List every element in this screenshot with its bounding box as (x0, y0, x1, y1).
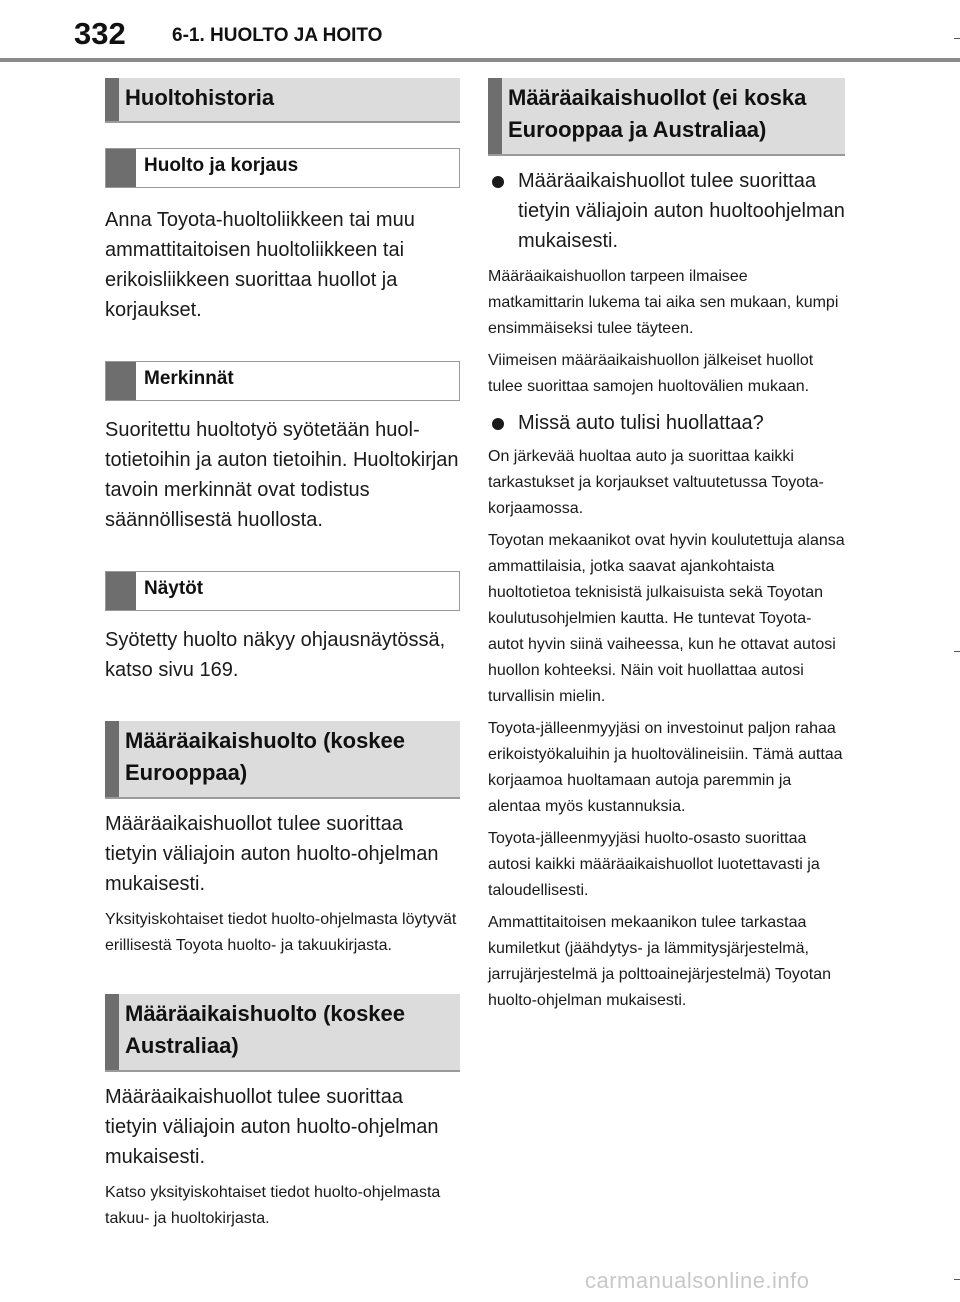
bullet-maaraaikaishuollot: Määräaikaishuollot tulee suorittaa tietyin väliajoin auton huoltoohjelman mukaisesti. (488, 166, 845, 256)
paragraph-eurooppa: Määräaikaishuollot tulee suorittaa tietyin väliajoin auton huolto-ohjelman mukaisesti. (105, 813, 439, 895)
paragraph-kumiletkut: Ammattitaitoisen mekaanikon tulee tarkastaa kumiletkut (jäähdytys- ja lämmitysjärjestelmä, jarrujärjestelmä ja polttoainejärjestelmä) Toyotan huolto-ohjelman mukaisesti. (488, 914, 831, 1009)
section-heading-eurooppa: Määräaikaishuolto (koskee Eurooppaa) (105, 721, 460, 799)
page-number: 332 (74, 16, 126, 51)
subheading-merkinnat: Merkinnät (105, 361, 460, 401)
paragraph-huolto-ja-korjaus: Anna Toyota-huoltoliikkeen tai muu ammattitaitoisen huoltoliikkeen tai erikoisliikkeen suorittaa huollot ja korjaukset. (105, 209, 415, 321)
trim-mark (954, 1279, 960, 1280)
left-column (105, 78, 460, 1232)
note-australia: Katso yksityiskohtaiset tiedot huolto-ohjelmasta takuu- ja huoltokirjasta. (105, 1184, 441, 1227)
subheading-naytot: Näytöt (105, 571, 460, 611)
section-heading-ei-eurooppa: Määräaikaishuollot (ei koska Eurooppaa ja Australiaa) (488, 78, 845, 156)
section-heading-huoltohistoria: Huoltohistoria (105, 78, 460, 123)
paragraph-jarkevaa: On järkevää huoltaa auto ja suorittaa kaikki tarkastukset ja korjaukset valtuutetussa Toyota-korjaamossa. (488, 448, 824, 517)
paragraph-huolto-osasto: Toyota-jälleenmyyjäsi huolto-osasto suorittaa autosi kaikki määräaikaishuollot luotettavasti ja taloudellisesti. (488, 830, 820, 899)
section-heading-australia: Määräaikaishuolto (koskee Australiaa) (105, 994, 460, 1072)
note-eurooppa: Yksityiskohtaiset tiedot huolto-ohjelmasta löytyvät erillisestä Toyota huolto- ja takuukirjasta. (105, 911, 457, 954)
trim-mark (954, 38, 960, 39)
subheading-huolto-ja-korjaus: Huolto ja korjaus (105, 148, 460, 188)
page-header (0, 0, 960, 64)
paragraph-australia: Määräaikaishuollot tulee suorittaa tietyin väliajoin auton huolto-ohjelman mukaisesti. (105, 1086, 439, 1168)
header-rule (0, 58, 960, 62)
paragraph-investoinut: Toyota-jälleenmyyjäsi on investoinut paljon rahaa erikoistyökaluihin ja huoltovälineisiin. Tämä auttaa korjaamoa huoltamaan autoja paremmin ja alentaa myös kustannuksia. (488, 720, 843, 815)
trim-mark (954, 651, 960, 652)
right-column (488, 78, 845, 1014)
paragraph-merkinnat: Suoritettu huoltotyö syötetään huoltotietoihin ja auton tietoihin. Huoltokirjan tavoin merkinnät ovat todistus säännöllisestä huollosta. (105, 419, 459, 531)
chapter-title: 6-1. HUOLTO JA HOITO (172, 25, 383, 46)
paragraph-tarve: Määräaikaishuollon tarpeen ilmaisee matkamittarin lukema tai aika sen mukaan, kumpi ensimmäiseksi tulee täyteen. (488, 268, 839, 337)
watermark: carmanualsonline.info (585, 1268, 810, 1293)
paragraph-jalkeiset: Viimeisen määräaikaishuollon jälkeiset huollot tulee suorittaa samojen huoltovälien mukaan. (488, 352, 814, 395)
paragraph-mekaanikot: Toyotan mekaanikot ovat hyvin koulutettuja alansa ammattilaisia, jotka saavat ajankohtaista huoltotietoa teknisistä julkaisuista sekä Toyotan koulutusohjelmien kautta. He tuntevat Toyota-autot hyvin siinä vaiheessa, kun he ottavat autosi huollon kohteeksi. Näin voit huollattaa autosi turvallisin mielin. (488, 532, 845, 705)
paragraph-naytot: Syötetty huolto näkyy ohjausnäytössä, katso sivu 169. (105, 629, 446, 681)
bullet-missa-huollattaa: Missä auto tulisi huollattaa? (488, 408, 845, 438)
